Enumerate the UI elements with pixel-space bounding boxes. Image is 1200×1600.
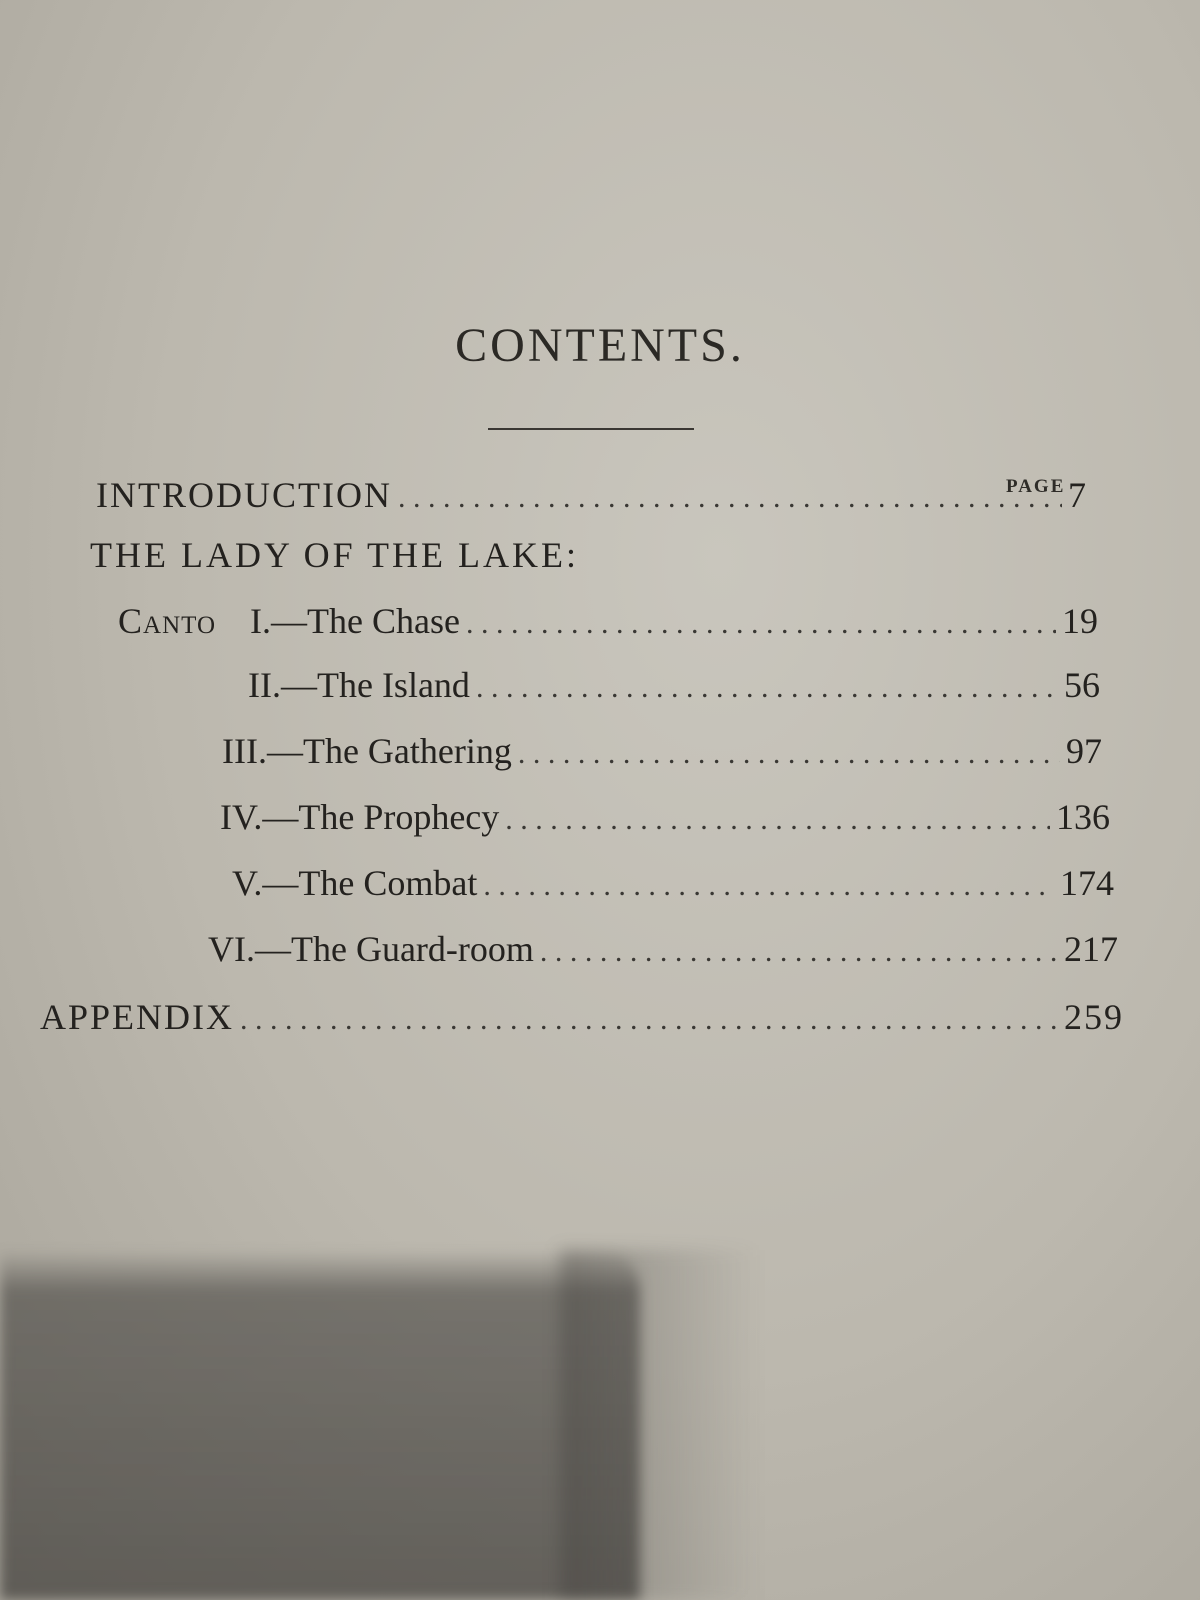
toc-entry-page: 19: [1062, 601, 1098, 641]
toc-entry-page: 174: [1060, 863, 1114, 903]
title-rule: [488, 428, 694, 430]
toc-entry-label: INTRODUCTION: [96, 475, 392, 515]
hand-shadow: [0, 1250, 640, 1600]
page-title: CONTENTS.: [455, 319, 745, 372]
dot-leader: [540, 935, 1058, 969]
toc-entry-canto-1: [118, 600, 1098, 642]
toc-entry-page: 7: [1068, 475, 1088, 515]
dot-leader: [505, 803, 1050, 837]
dot-leader: [476, 671, 1058, 705]
toc-entry-label: II.—The Island: [248, 665, 470, 705]
toc-entry-introduction: [96, 474, 1088, 516]
toc-entry-appendix: [40, 996, 1124, 1038]
toc-entry-label: III.—The Gathering: [222, 731, 512, 771]
toc-entry-label: IV.—The Prophecy: [220, 797, 500, 837]
page-column-label: PAGE: [1006, 476, 1066, 497]
dot-leader: [240, 1003, 1058, 1037]
toc-entry-label: I.—The Chase: [250, 601, 460, 641]
toc-entry-label: VI.—The Guard-room: [208, 929, 534, 969]
section-heading: THE LADY OF THE LAKE:: [90, 535, 579, 575]
toc-entry-page: 217: [1064, 929, 1118, 969]
toc-entry-canto-3: [222, 730, 1102, 772]
dot-leader: [518, 737, 1060, 771]
toc-entry-page: 259: [1064, 997, 1124, 1037]
toc-entry-label: APPENDIX: [40, 997, 235, 1037]
toc-entry-page: 97: [1066, 731, 1102, 771]
toc-entry-canto-2: [248, 664, 1100, 706]
toc-entry-canto-6: [208, 928, 1118, 970]
toc-entry-canto-5: [232, 862, 1114, 904]
hand-shadow-fade: [560, 1250, 760, 1600]
toc-entry-label: V.—The Combat: [232, 863, 478, 903]
canto-word: Canto: [118, 601, 216, 641]
toc-entry-canto-4: [220, 796, 1110, 838]
toc-entry-page: 136: [1056, 797, 1110, 837]
dot-leader: [466, 607, 1056, 641]
toc-entry-page: 56: [1064, 665, 1100, 705]
dot-leader: [398, 481, 1062, 515]
dot-leader: [483, 869, 1054, 903]
